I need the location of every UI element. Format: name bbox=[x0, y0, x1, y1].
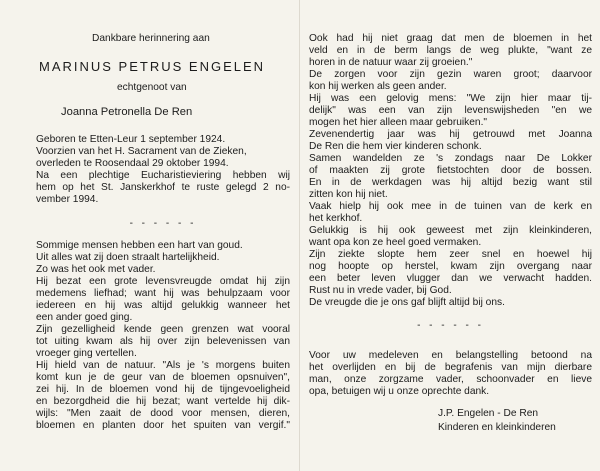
tribute-line: Hij bezat een grote levensvreugde omdat hij zijn bbox=[36, 276, 290, 287]
thanks-line: Voor uw medeleven en belangstelling betoond na bbox=[309, 350, 592, 361]
tribute-line: wijls: "Men zaait de dood voor mensen, dieren, bbox=[36, 408, 290, 419]
right-line: het kerkhof. bbox=[309, 213, 363, 224]
tribute-line: en bezorgdheid die hij bezat; want vertelde hij dik- bbox=[36, 396, 290, 407]
tribute-line: een ander goed ging. bbox=[36, 312, 133, 323]
right-line: een beter leven vlugger dan we verwacht hadden. bbox=[309, 273, 592, 284]
tribute-line: iedereen en hij was altijd gelukkig wanneer het bbox=[36, 300, 290, 311]
spouse-intro: echtgenoot van bbox=[117, 82, 187, 93]
right-line: horen in de natuur waar zij groeien." bbox=[309, 57, 473, 68]
thanks-line: het overlijden en bij de begrafenis van mijn dierbare bbox=[309, 362, 592, 373]
right-line: Samen wandelden ze 's zondags naar De Lokker bbox=[309, 153, 592, 164]
tribute-line: Uit alles wat zij doen straalt hartelijkheid. bbox=[36, 252, 220, 263]
tribute-line: bloemen en planten door het spuiten van vergif." bbox=[36, 420, 290, 431]
right-line: zitten kon hij niet. bbox=[309, 189, 388, 200]
tribute-line: Hij hield van de natuur. "Als je 's morgens buiten bbox=[36, 360, 290, 371]
tribute-line: Zijn gezelligheid kende geen grenzen wat vooral bbox=[36, 324, 290, 335]
right-line: En in de werkdagen was hij altijd bezig want stil bbox=[309, 177, 592, 188]
right-line: want opa kon ze heel goed vermaken. bbox=[309, 237, 482, 248]
right-line: De Ren die hem vier kinderen schonk. bbox=[309, 141, 482, 152]
right-line: veld en in de berm langs de weg plukte, "want ze bbox=[309, 45, 592, 56]
spouse-name: Joanna Petronella De Ren bbox=[61, 106, 193, 118]
tribute-line: Sommige mensen hebben een hart van goud. bbox=[36, 240, 243, 251]
right-line: Ook had hij niet graag dat men de bloemen in het bbox=[309, 33, 592, 44]
right-line: Vaak hielp hij ook mee in de tuinen van de kerk en bbox=[309, 201, 592, 212]
right-line: Zevenendertig jaar was hij getrouwd met Joanna bbox=[309, 129, 592, 140]
right-line: mogen het hier alleen maar gebruiken." bbox=[309, 117, 488, 128]
bio-line: Voorzien van het H. Sacrament van de Zieken, bbox=[36, 146, 247, 157]
bio-line: vember 1994. bbox=[36, 194, 99, 205]
thanks-line: opa, betuigen wij u onze oprechte dank. bbox=[309, 386, 490, 397]
card-fold bbox=[299, 0, 300, 471]
right-line: De vreugde die je ons gaf blijft altijd bij ons. bbox=[309, 297, 505, 308]
thanks-line: man, onze zorgzame vader, schoonvader en lieve bbox=[309, 374, 592, 385]
tribute-line: zei hij. In de bloemen vond hij de tijngevoeligheid bbox=[36, 384, 290, 395]
right-line: Zijn ziekte slopte hem zeer snel en hoewel hij bbox=[309, 249, 592, 260]
deceased-name: MARINUS PETRUS ENGELEN bbox=[39, 59, 266, 74]
right-line: Rust nu in vrede vader, bij God. bbox=[309, 285, 452, 296]
divider: - - - - - - bbox=[129, 218, 197, 229]
tribute-line: komt kun je de geur van de bloemen opsnuiven", bbox=[36, 372, 290, 383]
tribute-line: medemens liefhad; want hij was behulpzaam voor bbox=[36, 288, 290, 299]
bio-line: hem op het St. Janskerkhof te ruste gelegd 2 no- bbox=[36, 182, 290, 193]
right-line: Hij was een gelovig mens: "We zijn hier maar tij- bbox=[309, 93, 592, 104]
bio-line: Na een plechtige Eucharistieviering hebben wij bbox=[36, 170, 290, 181]
right-line: delijk" was een van zijn levenswijsheden "en we bbox=[309, 105, 592, 116]
divider: - - - - - - bbox=[417, 320, 484, 331]
right-line: kon hij werken als geen ander. bbox=[309, 81, 447, 92]
tribute-line: Zo was het ook met vader. bbox=[36, 264, 156, 275]
right-line: of maakten zij grote fietstochten door de bossen. bbox=[309, 165, 592, 176]
bio-line: Geboren te Etten-Leur 1 september 1924. bbox=[36, 134, 226, 145]
signature-family: Kinderen en kleinkinderen bbox=[438, 422, 556, 433]
signature-name: J.P. Engelen - De Ren bbox=[438, 408, 539, 419]
right-line: De zorgen voor zijn gezin waren groot; daarvoor bbox=[309, 69, 592, 80]
tribute-line: tot uiting kwam als hij over zijn belevenissen van bbox=[36, 336, 290, 347]
bio-line: overleden te Roosendaal 29 oktober 1994. bbox=[36, 158, 229, 169]
right-line: Gelukkig is hij ook geweest met zijn kleinkinderen, bbox=[309, 225, 592, 236]
right-line: nog hoopte op herstel, kwam zijn overgang naar bbox=[309, 261, 592, 272]
intro-text: Dankbare herinnering aan bbox=[92, 33, 210, 44]
tribute-line: vroeger ging vertellen. bbox=[36, 348, 137, 359]
